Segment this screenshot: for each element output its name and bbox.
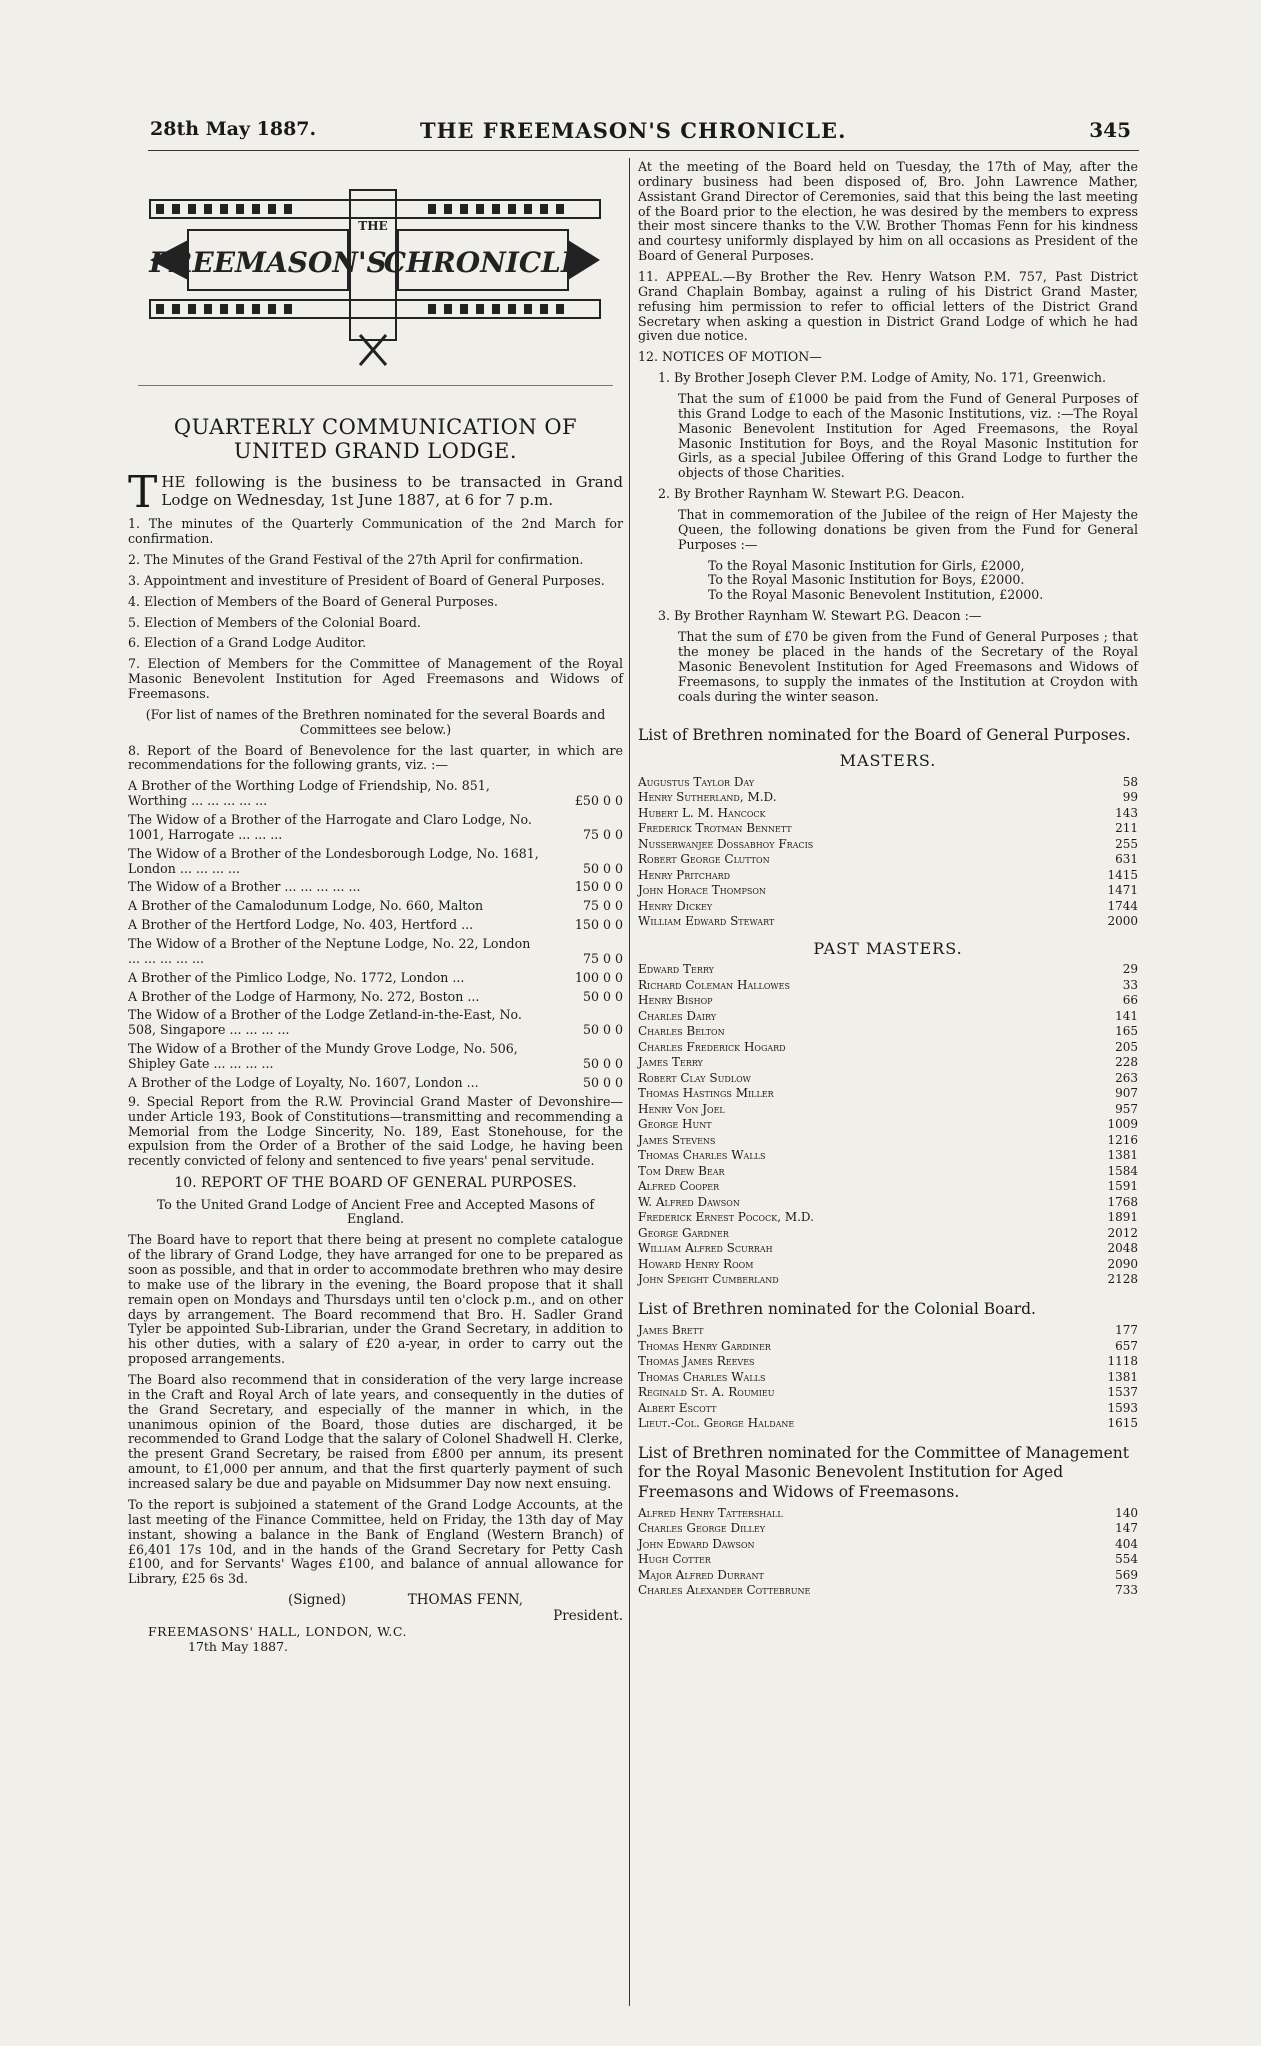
roster-row: Tom Drew Bear 1584 (638, 1163, 1138, 1178)
article-intro: THE following is the business to be transacted in Grand Lodge on Wednesday, 1st June 1887, at 6 for 7 p.m. (128, 467, 623, 519)
grant-row: The Widow of a Brother of the Mundy Grove Lodge, No. 506, Shipley Gate ... ... ... ... 50 0 0 (128, 1041, 623, 1072)
grant-row: A Brother of the Pimlico Lodge, No. 1772, London ... 100 0 0 (128, 969, 623, 985)
motion-text: That the sum of £1000 be paid from the Fund of General Purposes of this Grand Lodge to each of the Masonic Institutions, viz. :—The Royal Masonic Benevolent Institution for Aged Freemasons, the Royal Masonic Institution for Boys, and the Royal Masonic Institution for Girls, as a special Jubilee Offering of this Grand Lodge to further the objects of those Charities. (678, 391, 1138, 481)
grant-row: A Brother of the Hertford Lodge, No. 403, Hertford ... 150 0 0 (128, 917, 623, 933)
left-column (128, 160, 623, 1654)
roster-row: Thomas Charles Walls 1381 (638, 1369, 1138, 1384)
agenda-item: 4. Election of Members of the Board of General Purposes. (128, 593, 498, 609)
list-heading: List of Brethren nominated for the Board of General Purposes. (638, 726, 1131, 745)
roster-row: Hubert L. M. Hancock 143 (638, 805, 1138, 820)
roster-row: Henry Dickey 1744 (638, 898, 1138, 913)
motion: 2. By Brother Raynham W. Stewart P.G. Deacon. (658, 486, 965, 502)
agenda-note: (For list of names of the Brethren nominated for the several Boards and Committees see below.) (145, 706, 606, 737)
roster-row: Richard Coleman Hallowes 33 (638, 977, 1138, 992)
motion-text: That in commemoration of the Jubilee of the reign of Her Majesty the Queen, the following donations be given from the Fund for General Purposes :— (678, 507, 1138, 552)
agenda-item: 1. The minutes of the Quarterly Communication of the 2nd March for confirmation. (128, 516, 623, 547)
roster-row: Major Alfred Durrant 569 (638, 1567, 1138, 1582)
roster-row: Edward Terry 29 (638, 962, 1138, 977)
signer-role: President. (553, 1608, 623, 1624)
sub-heading: PAST MASTERS. (813, 938, 963, 958)
roster-row: Alfred Henry Tattershall 140 (638, 1505, 1138, 1520)
header-date: 28th May 1887. (150, 118, 317, 140)
roster-row: Henry Pritchard 1415 (638, 867, 1138, 882)
roster-row: Albert Escott 1593 (638, 1400, 1138, 1415)
roster-row: Charles Alexander Cottebrune 733 (638, 1583, 1138, 1598)
agenda-item: 7. Election of Members for the Committee of Management of the Royal Masonic Benevolent Institution for Aged Freemasons and Widows of Freemasons. (128, 656, 623, 702)
roster-row: Charles Frederick Hogard 205 (638, 1039, 1138, 1054)
motion: 3. By Brother Raynham W. Stewart P.G. Deacon :— (658, 608, 982, 624)
motion-text: That the sum of £70 be given from the Fund of General Purposes ; that the money be placed in the hands of the Secretary of the Royal Masonic Benevolent Institution for Aged Freemasons and Widows of Freemasons, to supply the inmates of the Institution at Croydon with coals during the winter season. (678, 629, 1138, 704)
roster-row: Henry Sutherland, M.D. 99 (638, 790, 1138, 805)
grant-row: The Widow of a Brother of the Neptune Lodge, No. 22, London ... ... ... ... ... 75 0 0 (128, 936, 623, 966)
roster-row: John Horace Thompson 1471 (638, 883, 1138, 898)
report-date: 17th May 1887. (188, 1638, 289, 1654)
roster-row: John Speight Cumberland 2128 (638, 1272, 1138, 1287)
svg-text:CHRONICLE: CHRONICLE (383, 246, 583, 279)
roster-row: Robert George Clutton 631 (638, 852, 1138, 867)
grant-row: The Widow of a Brother of the Londesborough Lodge, No. 1681, London ... ... ... ... 50 0 0 (128, 845, 623, 876)
colonial-roster (638, 1323, 1138, 1432)
grant-row: A Brother of the Worthing Lodge of Friendship, No. 851, Worthing ... ... ... ... ... £50 0 0 (128, 778, 623, 809)
masters-roster (638, 775, 1138, 930)
agenda-item: 5. Election of Members of the Colonial Board. (128, 614, 421, 630)
column-divider (629, 158, 630, 2006)
report-address: To the United Grand Lodge of Ancient Free and Accepted Masons of England. (156, 1196, 595, 1227)
masthead-illustration (128, 160, 623, 375)
roster-row: Frederick Ernest Pocock, M.D. 1891 (638, 1210, 1138, 1225)
rmbi-roster (638, 1506, 1138, 1599)
roster-row: Charles Dairy 141 (638, 1008, 1138, 1023)
past-masters-roster (638, 962, 1138, 1288)
roster-row: James Terry 228 (638, 1055, 1138, 1070)
roster-row: Henry Von Joel 957 (638, 1101, 1138, 1116)
roster-row: George Gardner 2012 (638, 1225, 1138, 1240)
sub-heading: MASTERS. (839, 750, 937, 770)
donation: To the Royal Masonic Institution for Girls, £2000, (708, 557, 1025, 573)
article-heading: QUARTERLY COMMUNICATION OF UNITED GRAND LODGE. (173, 415, 578, 464)
agenda-item: 3. Appointment and investiture of President of Board of General Purposes. (128, 572, 605, 588)
roster-row: Henry Bishop 66 (638, 993, 1138, 1008)
roster-row: James Stevens 1216 (638, 1132, 1138, 1147)
report-paragraph: The Board have to report that there being at present no complete catalogue of the library of Grand Lodge, they have arranged for one to be prepared as soon as possible, and that in order to accommodate brethren who may desire to make use of the library in the evening, the Board propose that it shall remain open on Mondays and Thursdays until ten o'clock p.m., and on other days by arrangement. The Board recommend that Bro. H. Sadler Grand Tyler be appointed Sub-Librarian, under the Grand Secretary, in addition to his other duties, with a salary of £20 a-year, in order to carry out the proposed arrangements. (128, 1232, 623, 1367)
grant-row: The Widow of a Brother ... ... ... ... ... 150 0 0 (128, 879, 623, 895)
grant-row: The Widow of a Brother of the Harrogate and Claro Lodge, No. 1001, Harrogate ... ... ... 75 0 0 (128, 812, 623, 842)
roster-row: Alfred Cooper 1591 (638, 1179, 1138, 1194)
roster-row: John Edward Dawson 404 (638, 1536, 1138, 1551)
grant-row: A Brother of the Camalodunum Lodge, No. 660, Malton 75 0 0 (128, 898, 623, 914)
header-title: THE FREEMASON'S CHRONICLE. (420, 118, 847, 143)
agenda-item: 2. The Minutes of the Grand Festival of the 27th April for confirmation. (128, 552, 584, 567)
roster-row: Thomas James Reeves 1118 (638, 1354, 1138, 1369)
report-paragraph: The Board also recommend that in consideration of the very large increase in the Craft and Royal Arch of late years, and consequently in the duties of the Grand Secretary, and especially of the manner in which, in the unanimous opinion of the Board, those duties are discharged, it be recommended to Grand Lodge that the salary of Colonel Shadwell H. Clerke, the present Grand Secretary, be raised from £800 per annum, its present amount, to £1,000 per annum, and that the first quarterly payment of such increased salary be due and payable on Midsummer Day now next ensuing. (128, 1372, 623, 1492)
roster-row: Hugh Cotter 554 (638, 1552, 1138, 1567)
paragraph: 12. NOTICES OF MOTION— (638, 349, 822, 365)
report-heading: 10. REPORT OF THE BOARD OF GENERAL PURPOSES. (174, 1175, 577, 1192)
roster-row: Frederick Trotman Bennett 211 (638, 821, 1138, 836)
roster-row: Thomas Henry Gardiner 657 (638, 1338, 1138, 1353)
right-column (638, 160, 1138, 1599)
svg-text:FREEMASON'S: FREEMASON'S (149, 246, 387, 279)
roster-row: Charles Belton 165 (638, 1024, 1138, 1039)
paragraph: At the meeting of the Board held on Tuesday, the 17th of May, after the ordinary business had been disposed of, Bro. John Lawrence Mather, Assistant Grand Director of Ceremonies, said that this being the last meeting of the Board prior to the election, he was desired by the members to express their most sincere thanks to the V.W. Brother Thomas Fenn for his kindness and courtesy uniformly displayed by him on all occasions as President of the Board of General Purposes. (638, 159, 1138, 264)
roster-row: Thomas Charles Walls 1381 (638, 1148, 1138, 1163)
list-heading: List of Brethren nominated for the Colonial Board. (638, 1299, 1036, 1318)
roster-row: James Brett 177 (638, 1323, 1138, 1338)
roster-row: George Hunt 1009 (638, 1117, 1138, 1132)
grant-row: A Brother of the Lodge of Harmony, No. 272, Boston ... 50 0 0 (128, 988, 623, 1004)
grants-list (128, 779, 623, 1090)
roster-row: Robert Clay Sudlow 263 (638, 1070, 1138, 1085)
masthead-logo (128, 160, 623, 375)
roster-row: W. Alfred Dawson 1768 (638, 1194, 1138, 1209)
donation: To the Royal Masonic Benevolent Institution, £2000. (708, 587, 1044, 603)
roster-row: Charles George Dilley 147 (638, 1521, 1138, 1536)
report-paragraph: To the report is subjoined a statement of the Grand Lodge Accounts, at the last meeting of the Finance Committee, held on Friday, the 13th day of May instant, showing a balance in the Bank of England (Western Branch) of £6,401 17s 10d, and in the hands of the Grand Secretary for Petty Cash £100, and for Servants' Wages £100, and balance of annual allowance for Library, £25 6s 3d. (128, 1496, 623, 1587)
paragraph: 11. APPEAL.—By Brother the Rev. Henry Watson P.M. 757, Past District Grand Chaplain Bombay, against a ruling of his District Grand Master, refusing him permission to refer to official letters of the District Grand Secretary when asking a question in District Grand Lodge of which he had given due notice. (638, 269, 1138, 344)
motion: 1. By Brother Joseph Clever P.M. Lodge of Amity, No. 171, Greenwich. (658, 370, 1106, 386)
roster-row: William Edward Stewart 2000 (638, 914, 1138, 929)
roster-row: Lieut.-Col. George Haldane 1615 (638, 1416, 1138, 1431)
signature-block: (Signed) THOMAS FENN, (288, 1592, 523, 1609)
roster-row: William Alfred Scurrah 2048 (638, 1241, 1138, 1256)
svg-text:THE: THE (358, 219, 388, 233)
roster-row: Howard Henry Room 2090 (638, 1256, 1138, 1271)
agenda-item: 9. Special Report from the R.W. Provincial Grand Master of Devonshire—under Article 193, Book of Constitutions—transmitting and recommending a Memorial from the Lodge Sincerity, No. 189, East Stonehouse, for the expulsion from the Order of a Brother of the said Lodge, he having been recently convicted of felony and sentenced to five years' penal servitude. (128, 1093, 623, 1169)
grant-row: A Brother of the Lodge of Loyalty, No. 1607, London ... 50 0 0 (128, 1074, 623, 1090)
address: FREEMASONS' HALL, LONDON, W.C. (148, 1623, 407, 1639)
roster-row: Thomas Hastings Miller 907 (638, 1086, 1138, 1101)
page-number: 345 (1089, 118, 1131, 142)
roster-row: Reginald St. A. Roumieu 1537 (638, 1385, 1138, 1400)
roster-row: Augustus Taylor Day 58 (638, 774, 1138, 789)
agenda-item: 8. Report of the Board of Benevolence for the last quarter, in which are recommendations for the following grants, viz. :— (128, 742, 623, 773)
roster-row: Nusserwanjee Dossabhoy Fracis 255 (638, 836, 1138, 851)
donation: To the Royal Masonic Institution for Boys, £2000. (708, 572, 1025, 588)
drop-cap: T (128, 467, 158, 519)
grant-row: The Widow of a Brother of the Lodge Zetland-in-the-East, No. 508, Singapore ... ... ... ... 50 0 0 (128, 1007, 623, 1038)
header-rule (148, 150, 1139, 151)
running-header (150, 118, 1131, 148)
list-heading: List of Brethren nominated for the Committee of Management for the Royal Masonic Benevolent Institution for Aged Freemasons and Widows of Freemasons. (638, 1443, 1129, 1501)
agenda-item: 6. Election of a Grand Lodge Auditor. (128, 635, 367, 651)
